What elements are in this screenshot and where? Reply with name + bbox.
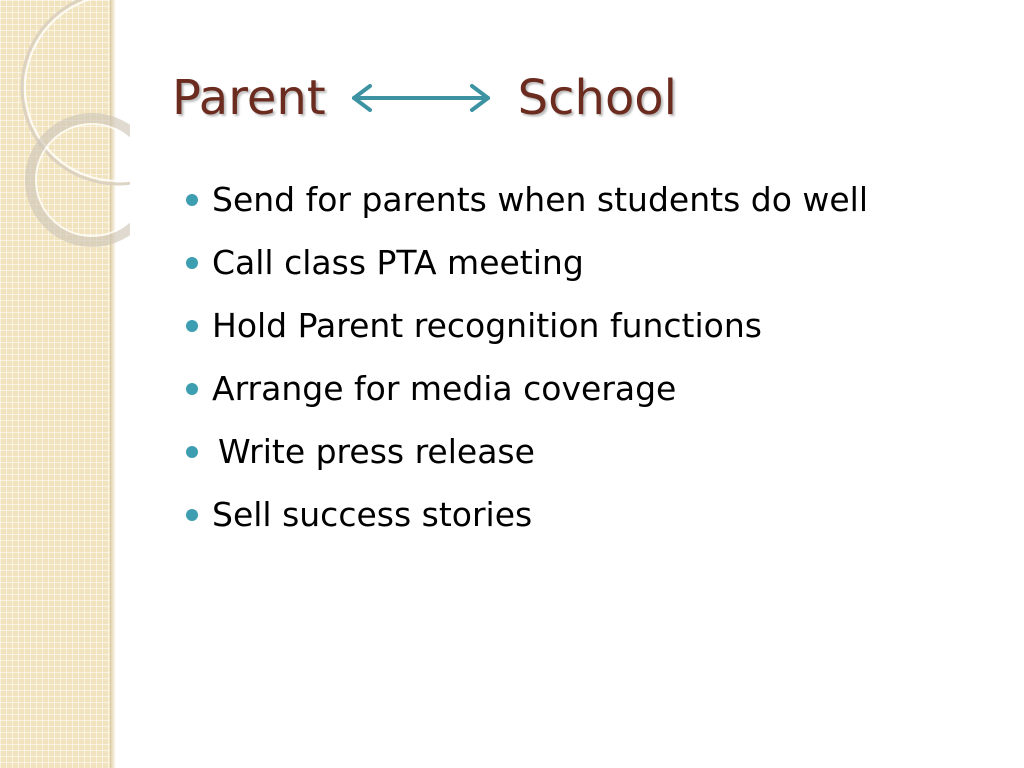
bullet-icon: [186, 509, 198, 521]
bullet-text: Sell success stories: [212, 495, 533, 534]
bullet-text: Arrange for media coverage: [212, 369, 677, 408]
bullet-icon: [186, 257, 198, 269]
list-item: [186, 231, 868, 294]
bullet-text: Hold Parent recognition functions: [212, 306, 762, 345]
list-item: [186, 168, 868, 231]
bullet-text: Write press release: [218, 432, 535, 471]
slide-title: [172, 66, 677, 130]
bullet-icon: [186, 320, 198, 332]
list-item: [186, 357, 868, 420]
bullet-list: [186, 168, 868, 546]
bullet-text: Call class PTA meeting: [212, 243, 584, 282]
bullet-icon: [186, 383, 198, 395]
bullet-icon: [186, 446, 198, 458]
list-item: [186, 483, 868, 546]
bullet-icon: [186, 194, 198, 206]
list-item: [186, 420, 868, 483]
list-item: [186, 294, 868, 357]
strip-edge-shadow: [110, 0, 116, 768]
title-parent: Parent: [172, 70, 326, 126]
bullet-text: Send for parents when students do well: [212, 180, 869, 219]
decorative-grid-strip: [0, 0, 112, 768]
double-arrow-icon: [346, 82, 496, 114]
title-school: School: [517, 70, 678, 126]
